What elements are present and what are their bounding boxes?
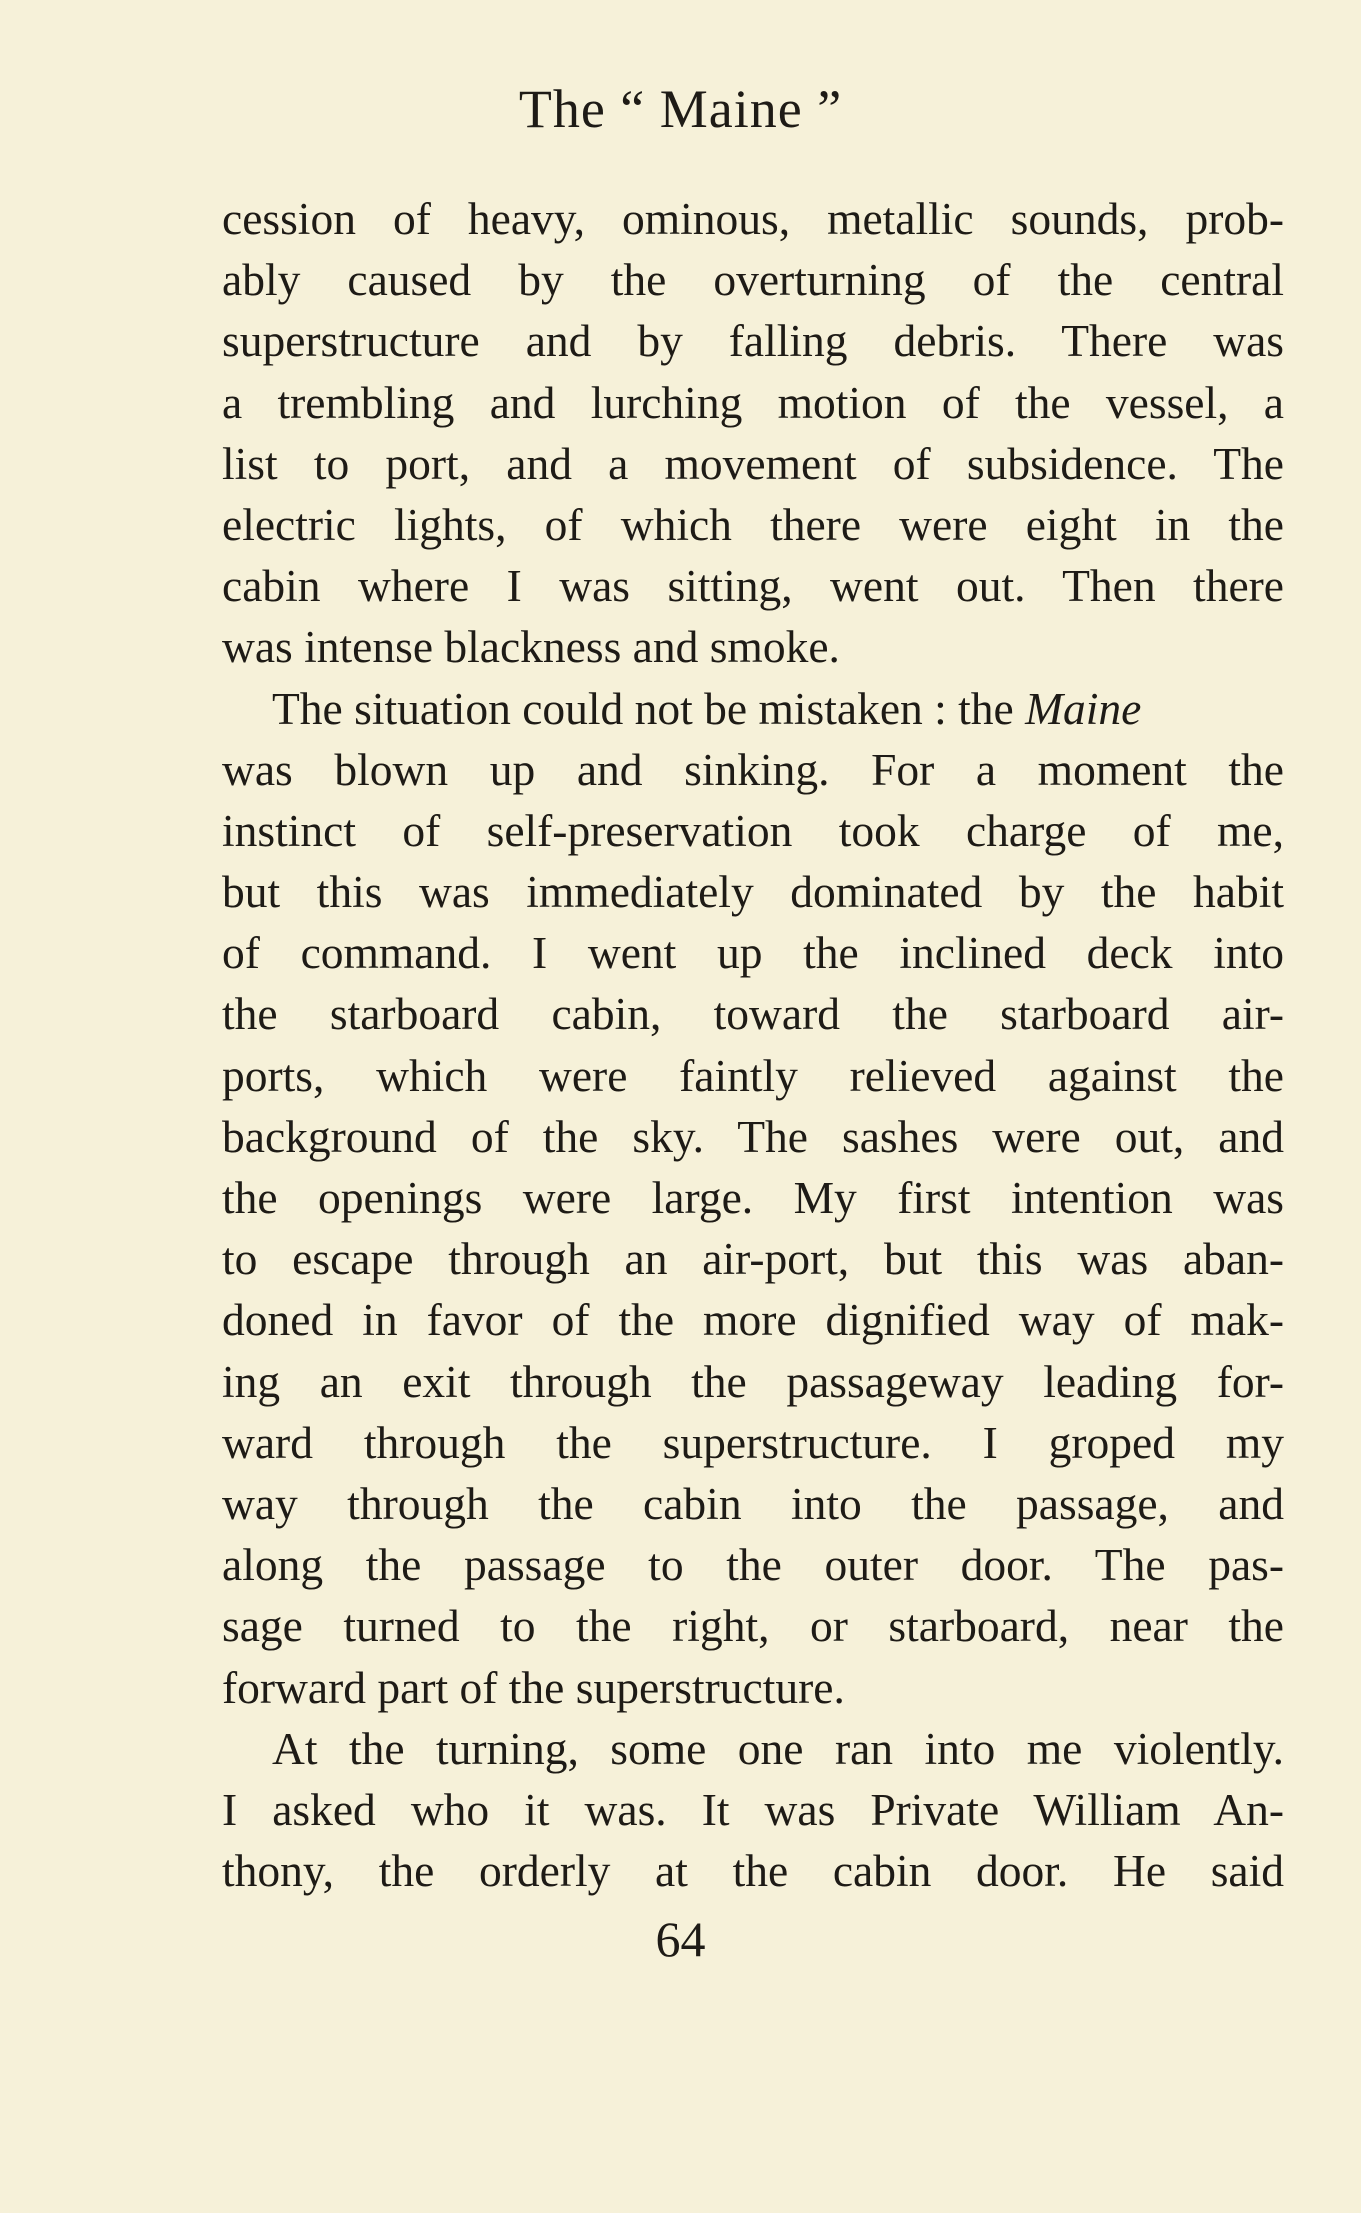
text-line: list to port, and a movement of subsidence. The xyxy=(222,437,1284,489)
text-line: electric lights, of which there were eight in the xyxy=(222,498,1284,550)
text-line: cabin where I was sitting, went out. Then there xyxy=(222,560,1284,612)
running-head: The “ Maine ” xyxy=(518,79,843,139)
text-line: the starboard cabin, toward the starboard air- xyxy=(222,988,1284,1040)
text-line: ward through the superstructure. I groped my xyxy=(222,1416,1284,1468)
text-line: sage turned to the right, or starboard, near the xyxy=(222,1600,1284,1652)
text-line: doned in favor of the more dignified way of mak- xyxy=(222,1294,1284,1346)
text-line: superstructure and by falling debris. There was xyxy=(222,315,1284,367)
text-run: The situation could not be mistaken : the xyxy=(272,682,1026,734)
paragraph-first-line xyxy=(222,678,1284,739)
text-line: cession of heavy, ominous, metallic sounds, prob- xyxy=(222,193,1284,244)
text-line: background of the sky. The sashes were out, and xyxy=(222,1110,1284,1162)
text-line: ing an exit through the passageway leading for- xyxy=(222,1355,1284,1407)
text-line: was blown up and sinking. For a moment the xyxy=(222,743,1284,795)
text-line: along the passage to the outer door. The pas- xyxy=(222,1539,1284,1591)
text-line: the openings were large. My first intention was xyxy=(222,1172,1284,1223)
text-line: I asked who it was. It was Private William An- xyxy=(222,1783,1284,1835)
text-line: but this was immediately dominated by the habit xyxy=(222,866,1284,918)
text-line: ports, which were faintly relieved against the xyxy=(222,1049,1284,1101)
text-line: instinct of self-preservation took charge of me, xyxy=(222,804,1284,856)
page-number: 64 xyxy=(655,1911,706,1967)
text-line: ably caused by the overturning of the central xyxy=(222,254,1284,306)
paragraph-first-line: At the turning, some one ran into me violently. xyxy=(272,1722,1284,1774)
text-line: forward part of the superstructure. xyxy=(222,1661,845,1713)
body-text xyxy=(222,188,1284,1901)
text-line: of command. I went up the inclined deck into xyxy=(222,927,1284,979)
text-line: a trembling and lurching motion of the vessel, a xyxy=(222,376,1284,428)
text-line: thony, the orderly at the cabin door. He said xyxy=(222,1845,1284,1897)
text-line: to escape through an air-port, but this was aban- xyxy=(222,1233,1284,1285)
text-line: way through the cabin into the passage, and xyxy=(222,1477,1284,1529)
text-line: was intense blackness and smoke. xyxy=(222,621,840,673)
ship-name-italic: Maine xyxy=(1025,682,1142,734)
